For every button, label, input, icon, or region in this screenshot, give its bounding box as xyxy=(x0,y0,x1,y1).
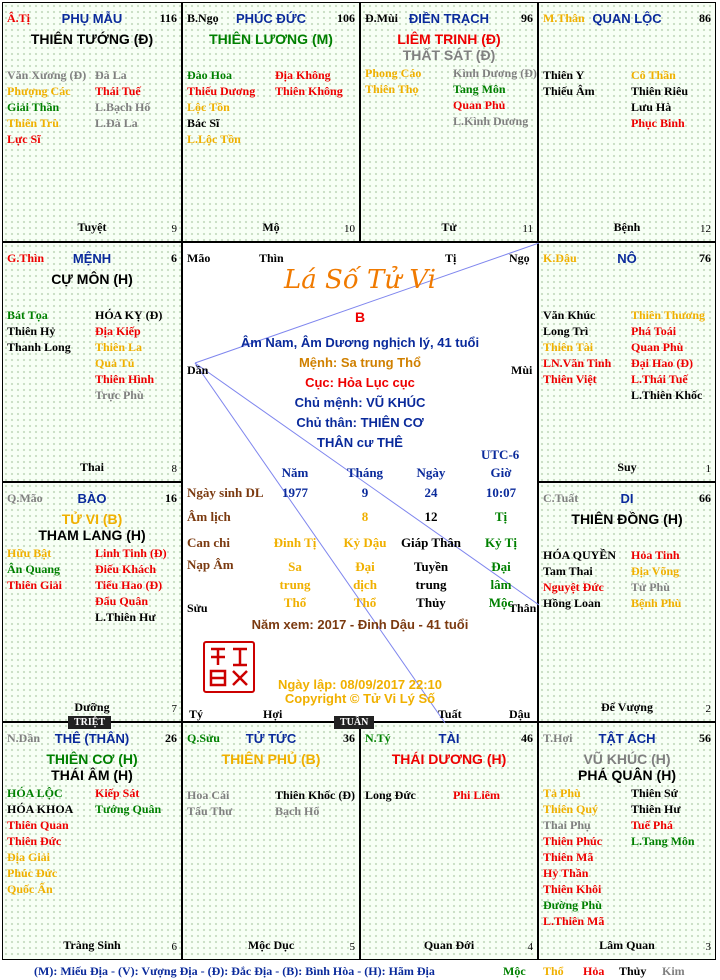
palace-name: BÀO xyxy=(77,491,107,506)
life-stage: Tử xyxy=(441,220,457,234)
minor-star: HÓA LỘC xyxy=(7,786,63,800)
minor-star: Thai Phụ xyxy=(543,818,591,832)
can-chi-label: Q.Sửu xyxy=(187,731,220,745)
pos-thin: Thìn xyxy=(259,251,284,265)
life-stage: Bệnh xyxy=(613,220,641,234)
minor-star: L.Đà La xyxy=(95,116,138,130)
tuan-tag: TUẦN xyxy=(334,716,374,729)
napam-word: Đại xyxy=(355,559,375,574)
chart-grade: B xyxy=(354,309,366,325)
minor-star: HÓA QUYỀN xyxy=(543,548,617,562)
row-label-birth: Ngày sinh DL xyxy=(187,485,264,500)
seal-stroke xyxy=(233,649,247,665)
palace-cell-dau[interactable] xyxy=(538,242,716,482)
can-chi-label: Đ.Mùi xyxy=(365,11,398,25)
palace-age: 16 xyxy=(165,491,177,505)
pos-than: Thân xyxy=(509,601,537,615)
minor-star: Long Trì xyxy=(543,324,589,338)
than-cu-line: THÂN cư THÊ xyxy=(317,435,403,450)
minor-star: Thiên Đức xyxy=(7,834,62,848)
major-star: LIÊM TRINH (Đ) xyxy=(397,31,501,47)
minor-star: L.Lộc Tồn xyxy=(187,132,241,146)
stars-left xyxy=(543,67,595,99)
palace-age: 36 xyxy=(343,731,355,745)
palace-name: PHỤ MẪU xyxy=(61,11,123,26)
major-star: THIÊN TƯỚNG (Đ) xyxy=(30,31,154,47)
palace-header xyxy=(543,251,711,267)
cell-number: 10 xyxy=(344,223,355,235)
minor-star: Thiên La xyxy=(95,340,143,354)
minor-star: Đẩu Quân xyxy=(95,594,149,608)
stars-right xyxy=(631,785,695,849)
palace-name: TẬT ÁCH xyxy=(598,731,656,746)
birth-value: 9 xyxy=(361,485,369,500)
stars-left xyxy=(7,67,86,147)
life-stage: Đế Vượng xyxy=(601,700,653,714)
can-chi-label: Q.Mão xyxy=(7,491,43,505)
legend-text: (M): Miếu Địa - (V): Vượng Địa - (Đ): Đắc Địa - (B): Bình Hòa - (H): Hãm Địa xyxy=(34,964,435,978)
canchi-value: Kỷ Tị xyxy=(485,535,517,550)
stars-right xyxy=(275,67,343,99)
minor-star: Tiểu Hao (Đ) xyxy=(95,578,163,592)
minor-star: Tuế Phá xyxy=(631,818,673,832)
minor-star: Quả Tú xyxy=(95,356,135,370)
cell-number: 12 xyxy=(700,223,711,235)
minor-star: Trực Phù xyxy=(95,388,144,402)
minor-star: HÓA KHOA xyxy=(7,802,74,816)
stars-right xyxy=(95,307,162,403)
row-label-napam: Nạp Âm xyxy=(187,557,234,572)
subtitle-line: Âm Nam, Âm Dương nghịch lý, 41 tuổi xyxy=(240,335,480,350)
minor-star: Quốc Ấn xyxy=(7,882,53,896)
lunar-value: 12 xyxy=(424,509,438,524)
major-star: PHÁ QUÂN (H) xyxy=(578,767,676,783)
cell-number: 8 xyxy=(171,463,177,475)
row-label-canchi: Can chi xyxy=(187,535,230,550)
minor-star: Quan Phủ xyxy=(453,98,506,112)
minor-star: Thiên Sứ xyxy=(631,786,678,800)
can-chi-label: T.Hợi xyxy=(543,731,573,745)
stars-right xyxy=(275,787,355,819)
minor-star: L.Kình Dương xyxy=(453,114,529,128)
stars-left xyxy=(7,545,62,593)
minor-star: Kiếp Sát xyxy=(95,786,140,800)
minor-star: Nguyệt Đức xyxy=(543,580,604,594)
seal-stroke xyxy=(211,671,225,685)
palace-name: THÊ (THÂN) xyxy=(54,731,130,746)
birth-value: 1977 xyxy=(282,485,308,500)
tu-vi-chart xyxy=(2,2,716,960)
minor-star: Bát Tọa xyxy=(7,308,48,322)
stars-left xyxy=(7,785,73,897)
life-stage: Lâm Quan xyxy=(599,938,655,952)
palace-header xyxy=(7,11,177,27)
stars-left xyxy=(365,65,421,97)
minor-star: Thiếu Âm xyxy=(543,84,595,98)
pos-hoi: Hợi xyxy=(263,707,283,721)
major-star: THIÊN CƠ (H) xyxy=(46,751,138,767)
napam-word: dịch xyxy=(353,577,377,592)
minor-star: Bác Sĩ xyxy=(187,116,220,130)
seal-stroke xyxy=(233,671,247,685)
pos-ty: Tý xyxy=(189,707,204,721)
pos-dan: Dần xyxy=(187,363,209,377)
major-star: THÁI DƯƠNG (H) xyxy=(391,751,507,767)
minor-star: Tả Phù xyxy=(543,786,581,800)
pos-ngo: Ngọ xyxy=(509,251,530,265)
palace-name: TỬ TỨC xyxy=(245,731,297,746)
stars-left xyxy=(7,307,71,355)
canchi-value: Đinh Tị xyxy=(273,535,317,550)
legend-moc: Mộc xyxy=(503,964,526,978)
major-star: THIÊN LƯƠNG (M) xyxy=(209,31,333,47)
minor-star: Hữu Bật xyxy=(7,546,52,560)
minor-star: Tử Phù xyxy=(631,580,670,594)
cell-number: 9 xyxy=(171,223,177,235)
minor-star: Thiên Quan xyxy=(7,818,69,832)
stars-left xyxy=(187,67,255,147)
minor-star: Hỏa Tinh xyxy=(631,548,680,562)
stars-right xyxy=(95,67,150,131)
napam-word: Mộc xyxy=(488,595,514,610)
life-stage: Mộ xyxy=(262,220,280,234)
minor-star: Long Đức xyxy=(365,788,416,802)
palace-cell-thin[interactable] xyxy=(2,242,182,482)
napam-word: Thổ xyxy=(353,595,377,610)
stars-left xyxy=(543,547,616,611)
minor-star: Lưu Hà xyxy=(631,100,672,114)
napam-word: Thủy xyxy=(416,595,446,610)
life-stage: Mộc Dục xyxy=(247,938,295,952)
palace-cell-mao[interactable] xyxy=(2,482,182,722)
timezone: UTC-6 xyxy=(481,447,520,462)
minor-star: LN.Văn Tinh xyxy=(543,356,612,370)
minor-star: Đà La xyxy=(95,68,127,82)
can-chi-label: C.Tuất xyxy=(543,491,579,505)
chart-title: Lá Số Tử Vi xyxy=(283,265,436,295)
minor-star: Bạch Hổ xyxy=(275,804,320,818)
cell-number: 11 xyxy=(522,223,533,235)
legend-thuy: Thủy xyxy=(619,964,647,978)
minor-star: Phong Cáo xyxy=(365,66,422,80)
cell-number: 6 xyxy=(171,941,177,953)
table-col-header: Ngày xyxy=(416,465,446,480)
minor-star: L.Thiên Mã xyxy=(543,914,605,928)
major-star: CỰ MÔN (H) xyxy=(51,271,133,287)
minor-star: Đường Phù xyxy=(543,898,602,912)
minor-star: Kình Dương (Đ) xyxy=(453,66,537,80)
minor-star: Thiên Hỷ xyxy=(7,324,56,338)
minor-star: Tấu Thư xyxy=(187,804,233,818)
stars-right xyxy=(95,785,161,817)
napam-word: Đại xyxy=(491,559,511,574)
palace-cell-ti[interactable] xyxy=(2,2,182,242)
palace-age: 116 xyxy=(159,11,177,25)
cuc-line: Cục: Hỏa Lục cục xyxy=(305,375,415,390)
palace-header xyxy=(543,491,711,507)
cell-number: 1 xyxy=(705,463,711,475)
legend-kim: Kim xyxy=(662,964,685,978)
minor-star: Văn Xương (Đ) xyxy=(7,68,87,82)
minor-star: L.Thái Tuế xyxy=(631,372,688,386)
minor-star: Thiên Thọ xyxy=(365,82,419,96)
minor-star: L.Thiên Khốc xyxy=(631,388,703,402)
minor-star: Địa Giải xyxy=(7,850,51,864)
can-chi-label: Â.Tị xyxy=(7,11,31,25)
palace-age: 66 xyxy=(699,491,711,505)
copyright-line: Copyright © Tử Vi Lý Số xyxy=(284,691,436,706)
pos-mui: Mùi xyxy=(511,363,533,377)
cell-number: 3 xyxy=(705,941,711,953)
minor-star: Phúc Đức xyxy=(7,866,58,880)
minor-star: Lực Sĩ xyxy=(7,132,41,146)
cell-number: 2 xyxy=(705,703,711,715)
life-stage: Tuyệt xyxy=(77,220,107,234)
minor-star: Thiên Thương xyxy=(631,308,705,322)
cell-number: 5 xyxy=(349,941,355,953)
life-stage: Thai xyxy=(79,460,104,474)
cell-number: 7 xyxy=(171,703,177,715)
pos-mao: Mão xyxy=(187,251,211,265)
palace-header xyxy=(187,731,355,747)
minor-star: L.Tang Môn xyxy=(631,834,695,848)
minor-star: Lộc Tồn xyxy=(187,100,230,114)
stars-right xyxy=(631,307,705,403)
stars-right xyxy=(631,547,681,611)
minor-star: Thiên Mã xyxy=(543,850,594,864)
minor-star: Đào Hoa xyxy=(187,68,232,82)
table-col-header: Giờ xyxy=(490,465,512,480)
seal-glyph xyxy=(205,643,253,691)
minor-star: Thanh Long xyxy=(7,340,71,354)
palace-cell-dan[interactable] xyxy=(2,722,182,960)
palace-age: 76 xyxy=(699,251,711,265)
minor-star: Điếu Khách xyxy=(95,562,157,576)
palace-header xyxy=(187,11,355,27)
minor-star: Tướng Quân xyxy=(95,802,162,816)
can-chi-label: N.Dần xyxy=(7,731,41,745)
life-stage: Dưỡng xyxy=(74,700,110,714)
napam-word: trung xyxy=(415,577,447,592)
minor-star: Thiên Hình xyxy=(95,372,155,386)
minor-star: Địa Võng xyxy=(631,564,680,578)
chu-than-line: Chủ thân: THIÊN CƠ xyxy=(296,415,424,430)
minor-star: Hoa Cái xyxy=(187,788,230,802)
major-star: THẤT SÁT (Đ) xyxy=(402,47,496,63)
palace-name: QUAN LỘC xyxy=(592,11,662,26)
palace-header xyxy=(543,11,711,27)
stars-left xyxy=(365,787,416,803)
palace-header xyxy=(365,731,533,747)
minor-star: Ân Quang xyxy=(7,562,61,576)
napam-word: Sa xyxy=(288,559,302,574)
palace-header xyxy=(7,731,177,747)
minor-star: Thiên Trù xyxy=(7,116,59,130)
palace-age: 86 xyxy=(699,11,711,25)
minor-star: Thiên Phúc xyxy=(543,834,603,848)
life-stage: Tràng Sinh xyxy=(63,938,121,952)
minor-star: Cô Thần xyxy=(631,68,676,82)
minor-star: Địa Kiếp xyxy=(95,324,141,338)
can-chi-label: M.Thân xyxy=(543,11,585,25)
chu-menh-line: Chủ mệnh: VŨ KHÚC xyxy=(294,395,426,410)
napam-word: trung xyxy=(279,577,311,592)
minor-star: L.Bạch Hổ xyxy=(95,100,151,114)
stars-right xyxy=(453,787,500,803)
palace-age: 26 xyxy=(165,731,177,745)
palace-cell-ngo[interactable] xyxy=(182,2,360,242)
minor-star: Giải Thần xyxy=(7,100,60,114)
palace-name: NÔ xyxy=(617,251,637,266)
pos-tuat: Tuất xyxy=(438,707,462,721)
can-chi-label: K.Dậu xyxy=(543,251,577,265)
palace-age: 6 xyxy=(171,251,177,265)
palace-name: PHÚC ĐỨC xyxy=(235,11,306,26)
minor-star: Đại Hao (Đ) xyxy=(631,356,693,370)
can-chi-label: G.Thìn xyxy=(7,251,45,265)
life-stage: Quan Đới xyxy=(423,938,475,952)
minor-star: Phượng Các xyxy=(7,84,71,98)
birth-value: 24 xyxy=(424,485,438,500)
minor-star: Thiên Hư xyxy=(631,802,681,816)
major-star: VŨ KHÚC (H) xyxy=(583,751,671,767)
legend-bar xyxy=(0,962,720,980)
palace-cell-than[interactable] xyxy=(538,2,716,242)
seal-stamp xyxy=(203,641,255,693)
minor-star: Thiên Không xyxy=(275,84,343,98)
minor-star: Hỷ Thần xyxy=(543,866,589,880)
napam-word: Tuyền xyxy=(413,559,449,574)
table-col-header: Tháng xyxy=(346,465,384,480)
canchi-value: Kỷ Dậu xyxy=(343,535,387,550)
minor-star: Tam Thai xyxy=(543,564,593,578)
stars-right xyxy=(95,545,167,625)
minor-star: Thiên Tài xyxy=(543,340,594,354)
stars-right xyxy=(453,65,537,129)
canchi-value: Giáp Thân xyxy=(400,535,462,550)
palace-header xyxy=(7,251,177,267)
cell-number: 4 xyxy=(527,941,533,953)
minor-star: Hồng Loan xyxy=(543,596,601,610)
minor-star: Phục Binh xyxy=(631,116,685,130)
menh-line: Mệnh: Sa trung Thổ xyxy=(298,355,422,370)
major-star: THÁI ÂM (H) xyxy=(51,767,133,783)
major-star: TỬ VI (B) xyxy=(61,511,123,527)
palace-cell-suu[interactable] xyxy=(182,722,360,960)
palace-cell-tuat[interactable] xyxy=(538,482,716,722)
minor-star: Tang Môn xyxy=(453,82,506,96)
minor-star: Thái Tuế xyxy=(95,84,141,98)
napam-word: Thổ xyxy=(283,595,307,610)
minor-star: Văn Khúc xyxy=(543,308,596,322)
legend-hoa: Hỏa xyxy=(583,964,605,978)
minor-star: Bệnh Phù xyxy=(631,596,682,610)
minor-star: Thiên Giải xyxy=(7,578,63,592)
minor-star: Thiên Khôi xyxy=(543,882,602,896)
palace-cell-mui[interactable] xyxy=(360,2,538,242)
nam-xem-line: Năm xem: 2017 - Đinh Dậu - 41 tuổi xyxy=(251,617,469,632)
minor-star: Linh Tinh (Đ) xyxy=(95,546,167,560)
triet-tag: TRIỆT xyxy=(68,716,111,729)
can-chi-label: N.Tý xyxy=(365,731,391,745)
minor-star: Thiên Y xyxy=(543,68,585,82)
stars-left xyxy=(187,787,232,819)
pos-suu: Sửu xyxy=(187,601,208,615)
row-label-lunar: Âm lịch xyxy=(187,509,231,524)
minor-star: Thiên Riêu xyxy=(631,84,689,98)
seal-stroke xyxy=(211,649,225,665)
center-panel xyxy=(182,242,538,722)
table-col-header: Năm xyxy=(281,465,309,480)
palace-header xyxy=(543,731,711,747)
minor-star: Địa Không xyxy=(275,68,331,82)
napam-word: lâm xyxy=(490,577,512,592)
palace-age: 56 xyxy=(699,731,711,745)
minor-star: Thiên Việt xyxy=(543,372,597,386)
minor-star: Phi Liêm xyxy=(453,788,500,802)
life-stage: Suy xyxy=(617,460,637,474)
palace-name: DI xyxy=(620,491,634,506)
birth-value: 10:07 xyxy=(485,485,517,500)
minor-star: Quan Phù xyxy=(631,340,684,354)
palace-name: ĐIỀN TRẠCH xyxy=(408,11,490,26)
palace-name: MỆNH xyxy=(72,251,112,266)
ngay-lap-line: Ngày lập: 08/09/2017 22:10 xyxy=(277,677,443,692)
palace-age: 46 xyxy=(521,731,533,745)
palace-name: TÀI xyxy=(438,731,460,746)
minor-star: L.Thiên Hư xyxy=(95,610,156,624)
palace-header xyxy=(365,11,533,27)
stars-left xyxy=(543,785,604,929)
major-star: THAM LANG (H) xyxy=(38,527,146,543)
lunar-value: 8 xyxy=(361,509,369,524)
major-star: THIÊN PHỦ (B) xyxy=(221,751,321,767)
can-chi-label: B.Ngọ xyxy=(187,11,219,25)
pos-dau: Dậu xyxy=(509,707,531,721)
palace-header xyxy=(7,491,177,507)
palace-cell-hoi[interactable] xyxy=(538,722,716,960)
minor-star: Thiên Khốc (Đ) xyxy=(275,788,356,802)
pos-ti: Tị xyxy=(445,251,457,265)
palace-cell-ty[interactable] xyxy=(360,722,538,960)
stars-left xyxy=(543,307,611,387)
palace-age: 106 xyxy=(337,11,355,25)
minor-star: Thiếu Dương xyxy=(187,84,256,98)
major-star: THIÊN ĐỒNG (H) xyxy=(571,511,683,527)
minor-star: Thiên Quý xyxy=(543,802,599,816)
palace-age: 96 xyxy=(521,11,533,25)
lunar-value: Tị xyxy=(494,509,508,524)
stars-right xyxy=(631,67,688,131)
minor-star: HÓA KỴ (Đ) xyxy=(95,308,163,322)
legend-tho: Thổ xyxy=(543,964,564,978)
minor-star: Phá Toái xyxy=(631,324,677,338)
